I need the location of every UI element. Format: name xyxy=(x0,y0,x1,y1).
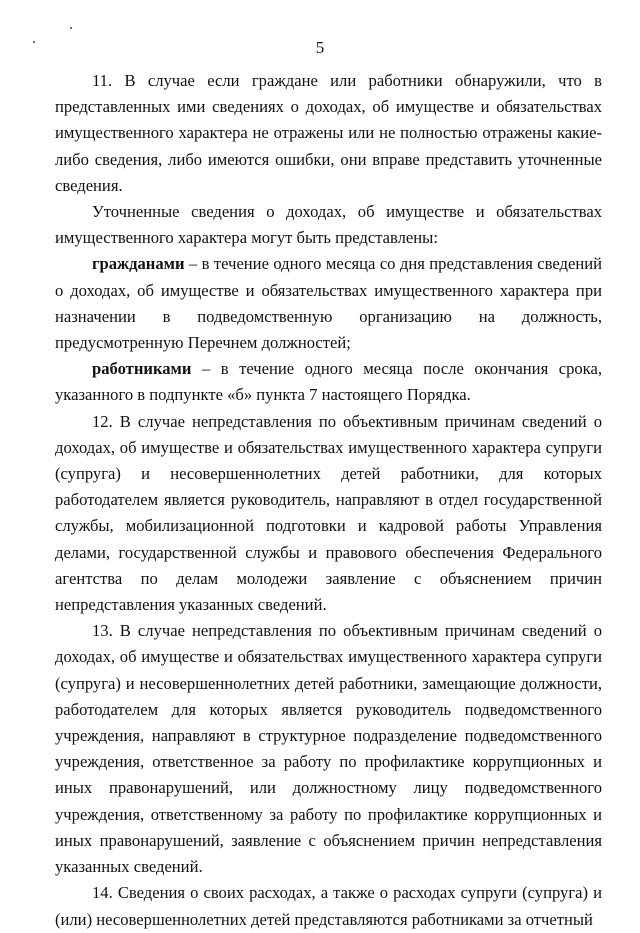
paragraph-12 xyxy=(55,409,602,619)
paragraph-text: 14. Сведения о своих расходах, а также о расходах супруги (супруга) и (или) несовершеннолетних детей представляются работниками за отчетный xyxy=(55,883,602,929)
term-employees: работниками xyxy=(92,359,192,379)
paragraph-13 xyxy=(55,618,602,880)
paragraph-text: 13. В случае непредставления по объективным причинам сведений о доходах, об имуществе и обязательствах имущественного характера супруги (супруга) и несовершеннолетних детей работники, замещающие должности, работодателем для которых является руководитель подведомственного учреждения, направляют в структурное подразделение подведомственного учреждения, ответственное за работу по профилактике коррупционных и иных правонарушений, или должностному лицу подведомственного учреждения, ответственному за работу по профилактике коррупционных и иных правонарушений, заявление с объяснением причин непредставления указанных сведений. xyxy=(55,621,602,877)
paragraph-employees xyxy=(55,356,602,408)
paragraph-text: – в течение одного месяца со дня представления сведений о доходах, об имуществе и обязательствах имущественного характера при назначении в подведомственную организацию на должность, предусмотренную Перечнем должностей; xyxy=(55,254,602,353)
scan-speck xyxy=(70,27,72,29)
page-number: 5 xyxy=(315,38,325,57)
paragraph-11 xyxy=(55,68,602,199)
term-citizens: гражданами xyxy=(92,254,185,274)
paragraph-14 xyxy=(55,880,602,932)
paragraph-text: 12. В случае непредставления по объективным причинам сведений о доходах, об имуществе и обязательствах имущественного характера супруги (супруга) и несовершеннолетних детей работники, для которых работодателем является руководитель, направляют в отдел государственной службы, мобилизационной подготовки и кадровой работы Управления делами, государственной службы и правового обеспечения Федерального агентства по делам молодежи заявление с объяснением причин непредставления указанных сведений. xyxy=(55,411,602,615)
paragraph-citizens xyxy=(55,251,602,356)
document-body xyxy=(55,68,602,933)
paragraph-text: – в течение одного месяца после окончания срока, указанного в подпункте «б» пункта 7 настоящего Порядка. xyxy=(55,359,602,405)
paragraph-text: 11. В случае если граждане или работники обнаружили, что в представленных ими сведениях о доходах, об имуществе и обязательствах имущественного характера не отражены или не полностью отражены какие-либо сведения, либо имеются ошибки, они вправе представить уточненные сведения. xyxy=(55,71,602,195)
paragraph-text: Уточненные сведения о доходах, об имуществе и обязательствах имущественного характера могут быть представлены: xyxy=(55,202,602,248)
paragraph-clarified-info xyxy=(55,199,602,251)
